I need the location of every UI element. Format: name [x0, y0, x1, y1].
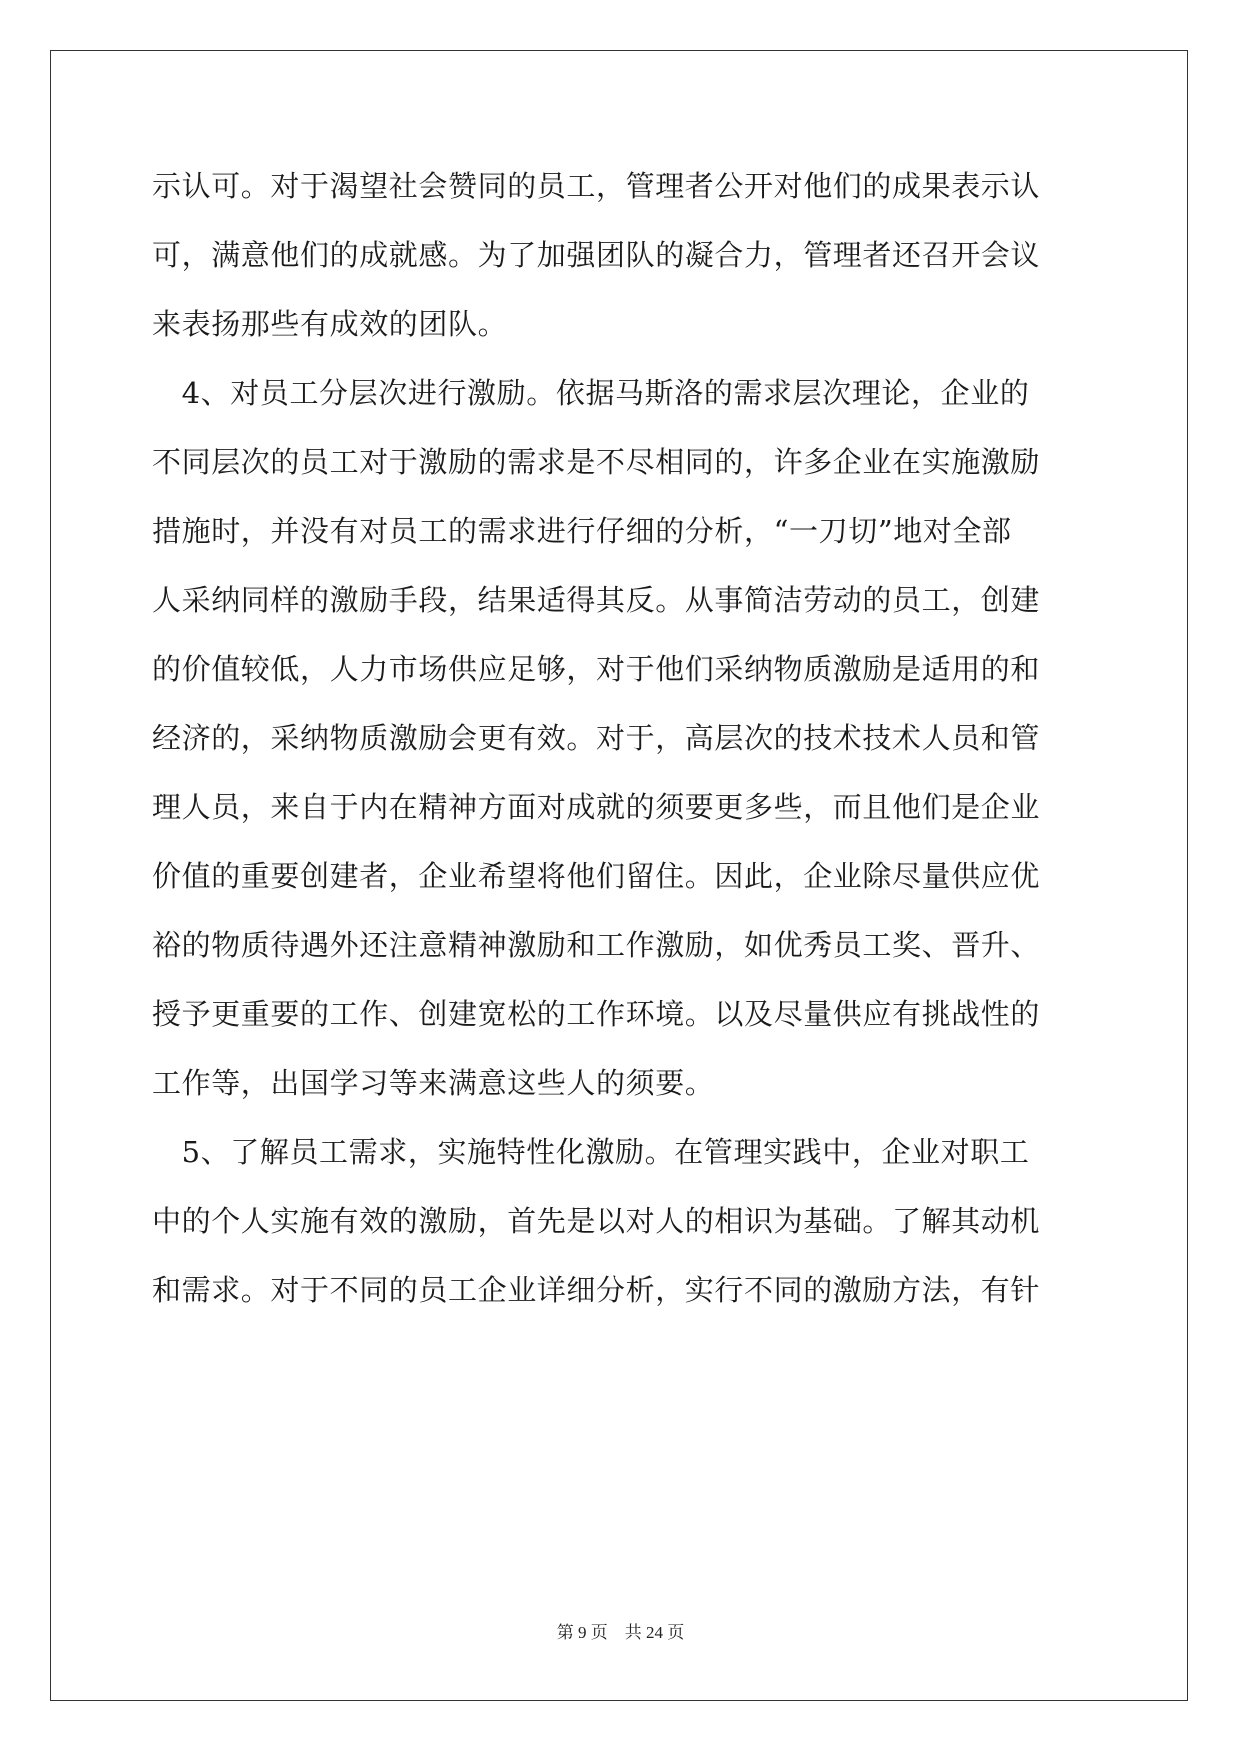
text-line: 裕的物质待遇外还注意精神激励和工作激励，如优秀员工奖、晋升、: [152, 928, 1041, 962]
text-line: 和需求。对于不同的员工企业详细分析，实行不同的激励方法，有针: [152, 1273, 1041, 1307]
text-line: 工作等，出国学习等来满意这些人的须要。: [152, 1066, 715, 1100]
text-line: 价值的重要创建者，企业希望将他们留住。因此，企业除尽量供应优: [152, 859, 1041, 893]
text-line: 不同层次的员工对于激励的需求是不尽相同的，许多企业在实施激励: [152, 445, 1041, 479]
text-line: 5、了解员工需求，实施特性化激励。在管理实践中，企业对职工: [152, 1135, 1030, 1169]
text-line: 中的个人实施有效的激励，首先是以对人的相识为基础。了解其动机: [152, 1204, 1041, 1238]
text-line: 经济的，采纳物质激励会更有效。对于，高层次的技术技术人员和管: [152, 721, 1041, 755]
page-number: 第 9 页 共 24 页: [556, 1623, 685, 1642]
text-line: 理人员，来自于内在精神方面对成就的须要更多些，而且他们是企业: [152, 790, 1041, 824]
text-line: 来表扬那些有成效的团队。: [152, 307, 508, 341]
text-line: 措施时，并没有对员工的需求进行仔细的分析，“一刀切”地对全部: [152, 514, 1012, 548]
text-line: 的价值较低，人力市场供应足够，对于他们采纳物质激励是适用的和: [152, 652, 1041, 686]
text-line: 授予更重要的工作、创建宽松的工作环境。以及尽量供应有挑战性的: [152, 997, 1041, 1031]
text-line: 4、对员工分层次进行激励。依据马斯洛的需求层次理论，企业的: [152, 376, 1030, 410]
text-line: 可，满意他们的成就感。为了加强团队的凝合力，管理者还召开会议: [152, 238, 1041, 272]
text-line: 示认可。对于渴望社会赞同的员工，管理者公开对他们的成果表示认: [152, 169, 1041, 203]
text-line: 人采纳同样的激励手段，结果适得其反。从事简洁劳动的员工，创建: [152, 583, 1041, 617]
